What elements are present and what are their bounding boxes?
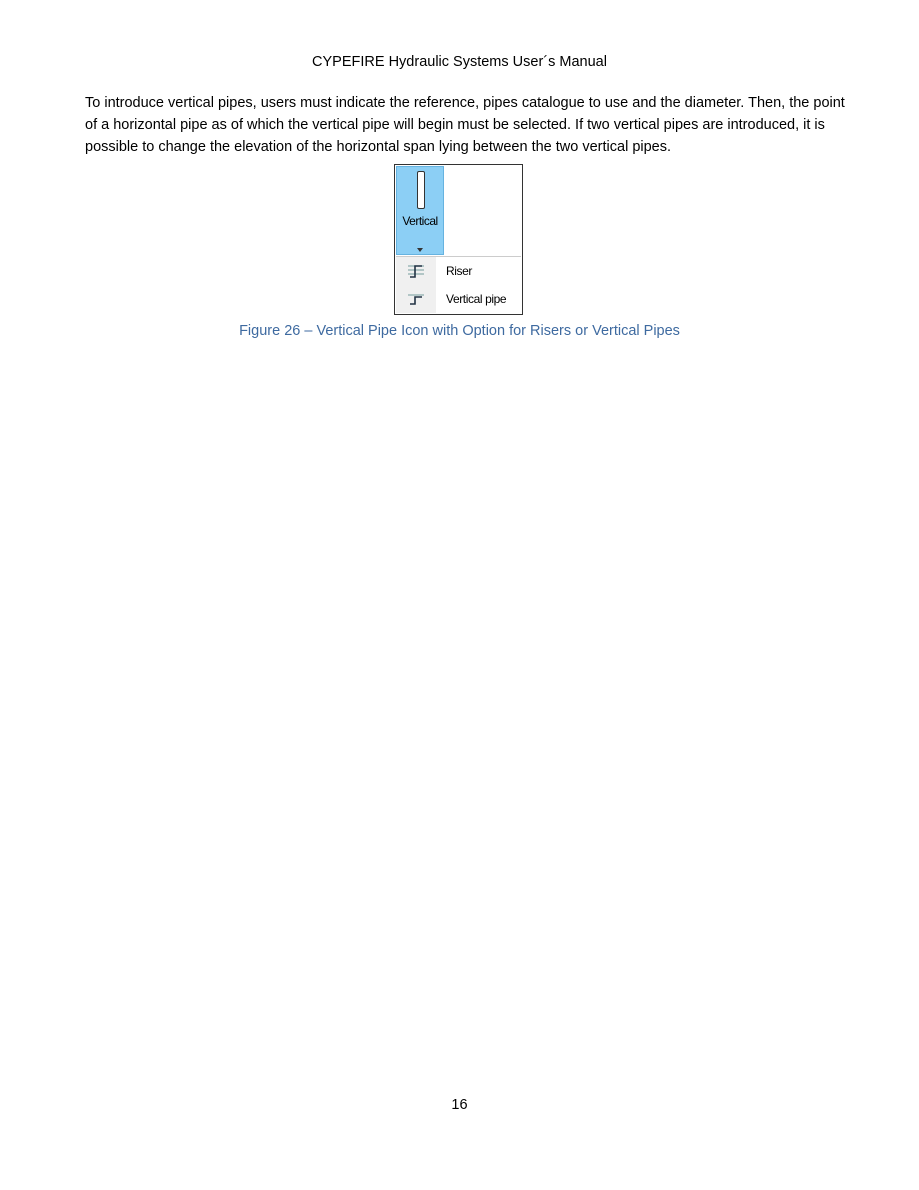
riser-icon [396, 257, 436, 285]
menu-item-label: Riser [446, 264, 473, 278]
page-number: 16 [451, 1097, 468, 1113]
vertical-button[interactable] [396, 166, 444, 255]
menu-item-label: Vertical pipe [446, 292, 507, 306]
figure-screenshot [394, 164, 523, 315]
figure-caption: Figure 26 – Vertical Pipe Icon with Option for Risers or Vertical Pipes [239, 323, 680, 339]
dropdown-menu [396, 257, 521, 313]
page-header: CYPEFIRE Hydraulic Systems User´s Manual [312, 54, 607, 70]
menu-item-vertical-pipe[interactable] [396, 285, 521, 313]
vertical-pipe-step-icon [396, 285, 436, 313]
vertical-pipe-icon [417, 171, 425, 209]
vertical-button-label: Vertical [402, 214, 438, 228]
body-paragraph: To introduce vertical pipes, users must indicate the reference, pipes catalogue to use and the diameter. Then, the point of a horizontal pipe as of which the vertical pipe will begin must be selected. If two vertical pipes are introduced, it is possible to change the elevation of the horizontal span lying between the two vertical pipes. [85, 95, 845, 155]
menu-item-riser[interactable] [396, 257, 521, 285]
dropdown-arrow-icon[interactable] [417, 248, 423, 252]
